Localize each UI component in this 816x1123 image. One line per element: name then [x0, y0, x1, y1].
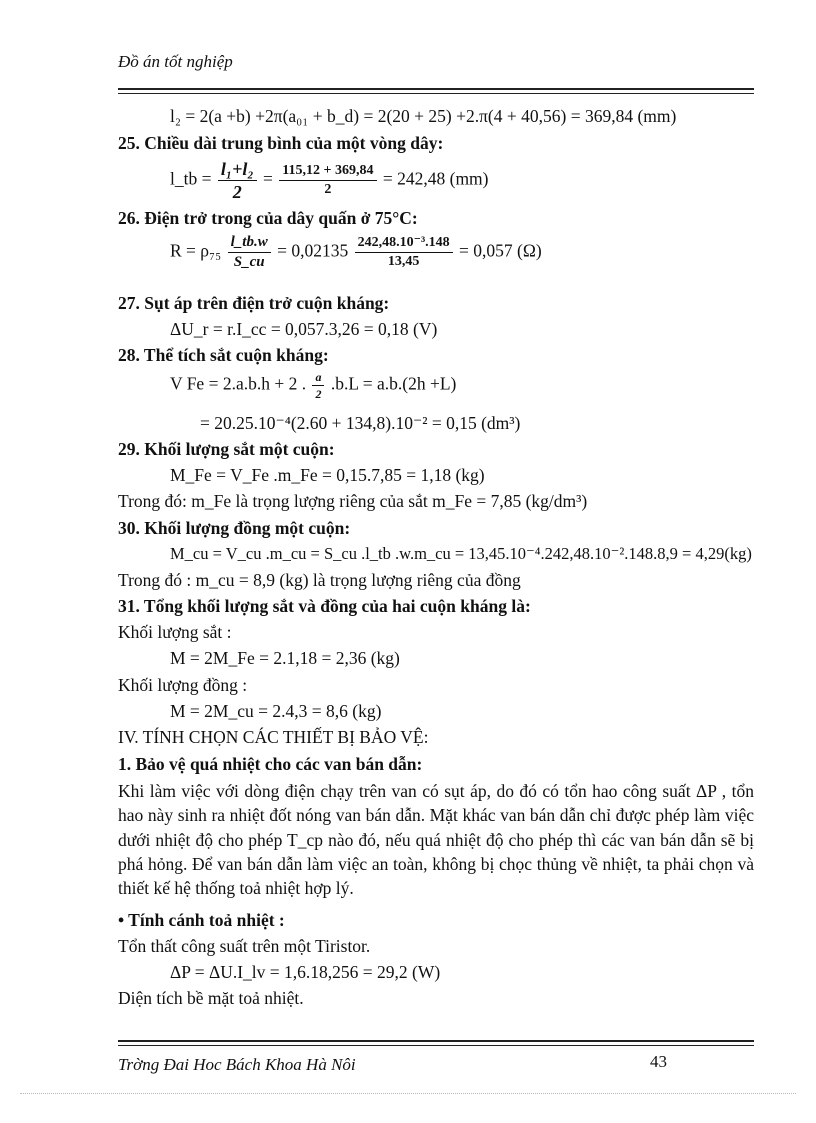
section-iv-heading: IV. TÍNH CHỌN CÁC THIẾT BỊ BẢO VỆ: [118, 727, 429, 747]
section-29-heading: 29. Khối lượng sắt một cuộn: [118, 439, 335, 459]
resistance-formula [170, 235, 542, 270]
r-f2-den: 13,45 [387, 254, 420, 269]
r-lhs: R = ρ₇₅ [170, 240, 222, 261]
iron-total-label: Khối lượng sắt : [118, 622, 232, 642]
iron-mass-formula: M_Fe = V_Fe .m_Fe = 0,15.7,85 = 1,18 (kg) [170, 465, 485, 485]
volume-formula-2: = 20.25.10⁻⁴(2.60 + 134,8).10⁻² = 0,15 (dm³) [200, 413, 521, 433]
section-25-heading: 25. Chiều dài trung bình của một vòng dây: [118, 133, 444, 153]
surface-area-label: Diện tích bề mặt toả nhiệt. [118, 988, 304, 1008]
copper-total-label: Khối lượng đồng : [118, 675, 248, 695]
v1-right: .b.L = a.b.(2h +L) [330, 373, 457, 394]
section-31-heading: 31. Tổng khối lượng sắt và đồng của hai cuộn kháng là: [118, 596, 531, 616]
ltb-f2-num: 115,12 + 369,84 [279, 164, 376, 181]
overheat-paragraph: Khi làm việc với dòng điện chạy trên van có sụt áp, do đó có tổn hao công suất ΔP , tổn hao này sinh ra nhiệt đốt nóng van bán dẫn. Mặt khác van bán dẫn chỉ được phép làm việc dưới nhiệt độ cho phép T_cp nào đó, nếu quá nhiệt độ cho phép thì các van bán dẫn sẽ bị phá hỏng. Để van bán dẫn làm việc an toàn, không bị chọc thủng về nhiệt, ta phải chọn và thiết kế hệ thống toả nhiệt hợp lý. [118, 781, 754, 899]
copper-mass-note: Trong đó : m_cu = 8,9 (kg) là trọng lượng riêng của đồng [118, 570, 521, 590]
r-fraction-1 [228, 235, 271, 270]
section-28-heading: 28. Thể tích sắt cuộn kháng: [118, 345, 329, 365]
section-30-heading: 30. Khối lượng đồng một cuộn: [118, 518, 351, 538]
ltb-fraction-2 [279, 164, 376, 197]
l2-formula: l₂ = 2(a +b) +2π(a₀₁ + b_d) = 2(20 + 25) +2.π(4 + 40,56) = 369,84 (mm) [170, 106, 677, 126]
voltage-drop-formula: ΔU_r = r.I_cc = 0,057.3,26 = 0,18 (V) [170, 319, 438, 339]
ltb-f1-num: l₁+l₂ [218, 160, 257, 181]
iron-total-formula: M = 2M_Fe = 2.1,18 = 2,36 (kg) [170, 648, 400, 668]
r-f1-den: S_cu [233, 254, 265, 270]
ltb-fraction-1 [218, 160, 257, 201]
copper-mass-formula: M_cu = V_cu .m_cu = S_cu .l_tb .w.m_cu = 13,45.10⁻⁴.242,48.10⁻².148.8,9 = 4,29(kg) [170, 544, 752, 563]
r-fraction-2 [355, 236, 453, 269]
v1-fden: 2 [315, 387, 322, 401]
page-number: 43 [650, 1052, 667, 1071]
ltb-formula: l_tb = $\frac{\text{l₁+l₂}}{2}$ = $\frac{115,12 + 369,84}{2}$ = 242,48 (mm) [170, 159, 489, 202]
power-loss-label: Tổn thất công suất trên một Tiristor. [118, 936, 371, 956]
ltb-result: = 242,48 (mm) [382, 168, 489, 189]
ltb-f2-den: 2 [324, 182, 332, 197]
header-rule [118, 88, 754, 94]
power-loss-formula: ΔP = ΔU.I_lv = 1,6.18,256 = 29,2 (W) [170, 962, 441, 982]
r-f2-num: 242,48.10⁻³.148 [355, 236, 453, 253]
section-27-heading: 27. Sụt áp trên điện trở cuộn kháng: [118, 293, 390, 313]
v1-left: V Fe = 2.a.b.h + 2 . [170, 373, 307, 394]
ltb-lhs: l_tb = [170, 168, 212, 189]
r-f1-num: l_tb.w [228, 235, 271, 253]
r-mid: = 0,02135 [277, 240, 349, 261]
copper-total-formula: M = 2M_cu = 2.4,3 = 8,6 (kg) [170, 701, 382, 721]
footer-school: Trờng Đai Hoc Bách Khoa Hà Nôi [118, 1055, 356, 1074]
ltb-f1-den: 2 [232, 182, 242, 202]
iron-mass-note: Trong đó: m_Fe là trọng lượng riêng của sắt m_Fe = 7,85 (kg/dm³) [118, 491, 588, 511]
bottom-dotted-border [20, 1093, 796, 1094]
volume-formula-1 [170, 371, 456, 400]
section-iv-1-heading: 1. Bảo vệ quá nhiệt cho các van bán dẫn: [118, 754, 423, 774]
header-title: Đồ án tốt nghiệp [118, 52, 233, 71]
r-result: = 0,057 (Ω) [459, 240, 542, 261]
fin-calc-bullet: • Tính cánh toả nhiệt : [118, 910, 285, 930]
v1-fnum: a [312, 371, 324, 386]
footer-rule [118, 1040, 754, 1046]
v1-fraction [312, 371, 324, 400]
section-26-heading: 26. Điện trở trong của dây quấn ở 75°C: [118, 208, 418, 228]
